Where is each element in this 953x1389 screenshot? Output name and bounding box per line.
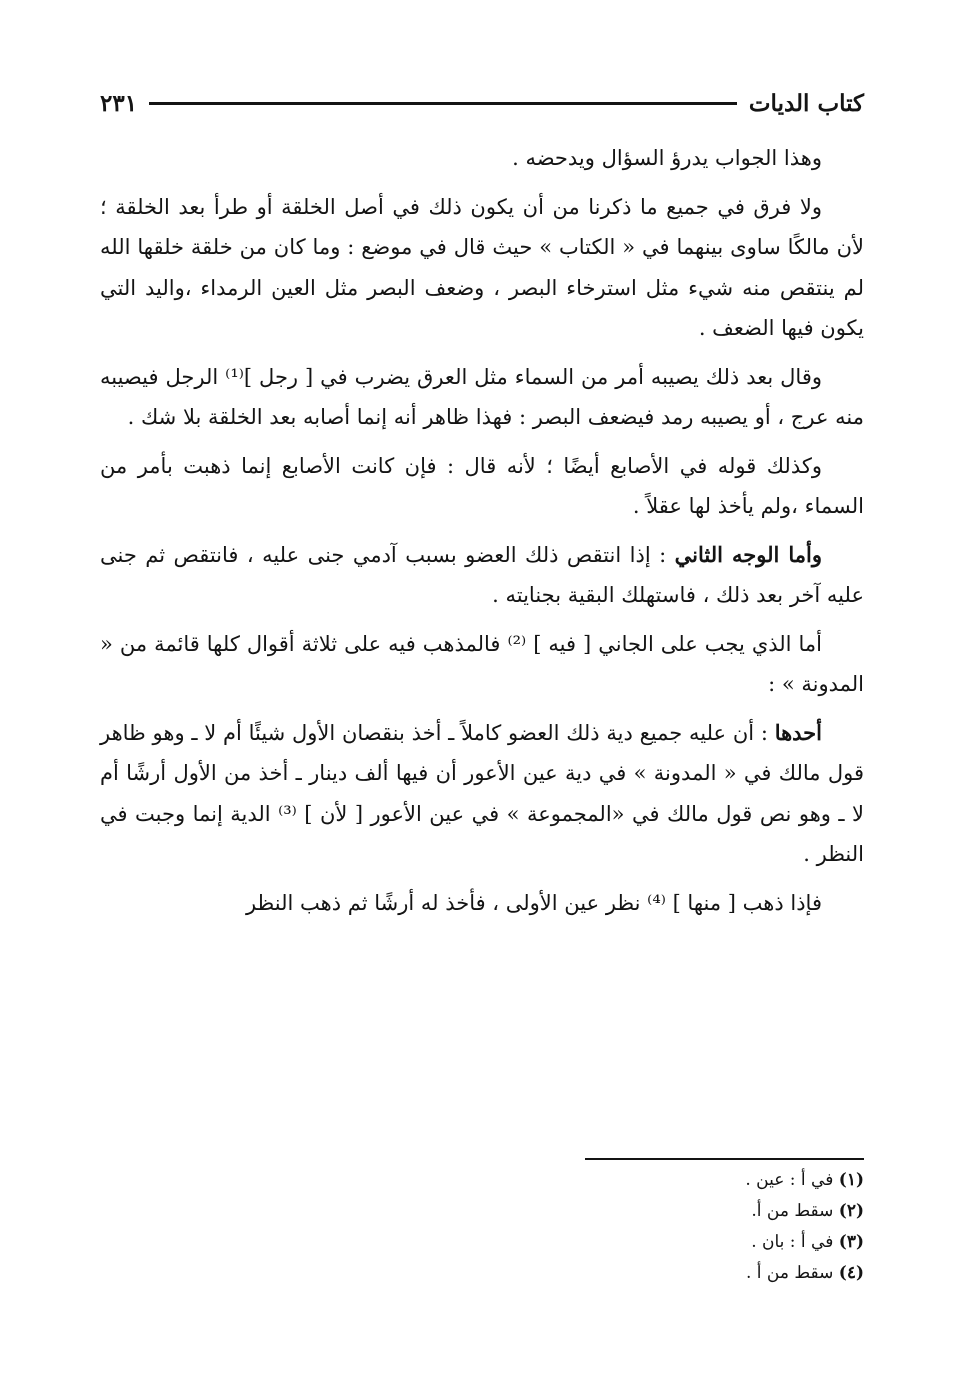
footnote	[500, 1258, 864, 1289]
body-text	[100, 138, 864, 931]
paragraph	[100, 624, 864, 705]
footnote-number: (٣)	[838, 1232, 864, 1252]
paragraph-text: : إذا انتقص ذلك العضو بسبب آدمي جنى عليه ، فانتقص ثم جنى عليه آخر بعد ذلك ، فاستهلك البقية بجنايته .	[100, 542, 864, 607]
paragraph	[100, 187, 864, 349]
footnote	[500, 1227, 864, 1258]
footnote	[500, 1165, 864, 1196]
paragraph-text: وكذلك قوله في الأصابع أيضًا ؛ لأنه قال : فإن كانت الأصابع إنما ذهبت بأمر من السماء ،ولم يأخذ لها عقلاً .	[100, 453, 864, 518]
paragraph-text: فإذا ذهب [ منها ] ⁽⁴⁾ نظر عين الأولى ، فأخذ له أرشًا ثم ذهب النظر	[245, 890, 822, 915]
footnotes	[500, 1165, 864, 1289]
footnote-number: (٢)	[838, 1201, 864, 1221]
footnote-text: في أ : بان .	[751, 1232, 834, 1252]
paragraph-lead: وأما الوجه الثاني	[674, 541, 822, 567]
paragraph	[100, 713, 864, 875]
paragraph-text: : أن عليه جميع دية ذلك العضو كاملاً ـ أخذ بنقصان الأول شيئًا أم لا ـ وهو ظاهر قول مالك في « المدونة » في دية عين الأعور أن فيها ألف دينار ـ أخذ من الأول أرشًا أم لا ـ وهو نص قول مالك في «المجموعة » في عين الأعور [ لأن ] ⁽³⁾ الدية إنما وجبت في النظر .	[100, 720, 864, 866]
paragraph-text: وهذا الجواب يدرؤ السؤال ويدحضه .	[512, 146, 822, 170]
paragraph	[100, 883, 864, 924]
paragraph-lead: أحدها	[774, 719, 822, 745]
footnote-number: (٤)	[838, 1263, 864, 1283]
paragraph-text: ولا فرق في جميع ما ذكرنا من أن يكون ذلك في أصل الخلقة أو طرأ بعد الخلقة ؛ لأن مالكًا ساوى بينهما في « الكتاب » حيث قال في موضع : وما كان من خلقة خلقها الله لم ينتقص منه شيء مثل استرخاء البصر ، وضعف البصر مثل العين الرمداء ،واليد التي يكون فيها الضعف .	[100, 194, 864, 340]
paragraph	[100, 357, 864, 438]
footnote	[500, 1196, 864, 1227]
paragraph	[100, 138, 864, 179]
running-title: كتاب الديات	[748, 89, 864, 117]
paragraph-text: وقال بعد ذلك يصيبه أمر من السماء مثل العرق يضرب في [ رجل ]⁽¹⁾ الرجل فيصيبه منه عرج ، أو يصيبه رمد فيضعف البصر : فهذا ظاهر أنه إنما أصابه بعد الخلقة بلا شك .	[100, 364, 864, 429]
paragraph	[100, 446, 864, 527]
page-number: ٢٣١	[100, 89, 138, 117]
footnote-text: في أ : عين .	[745, 1170, 834, 1190]
footnote-separator	[585, 1158, 864, 1160]
footnote-text: سقط من أ .	[745, 1263, 834, 1283]
page-header	[100, 86, 864, 120]
paragraph-text: أما الذي يجب على الجاني [ فيه ] ⁽²⁾ فالمذهب فيه على ثلاثة أقوال كلها قائمة من « المدونة » :	[100, 631, 864, 696]
paragraph	[100, 535, 864, 616]
header-rule	[149, 102, 737, 105]
footnote-number: (١)	[838, 1170, 864, 1190]
footnote-text: سقط من أ.	[751, 1201, 834, 1221]
